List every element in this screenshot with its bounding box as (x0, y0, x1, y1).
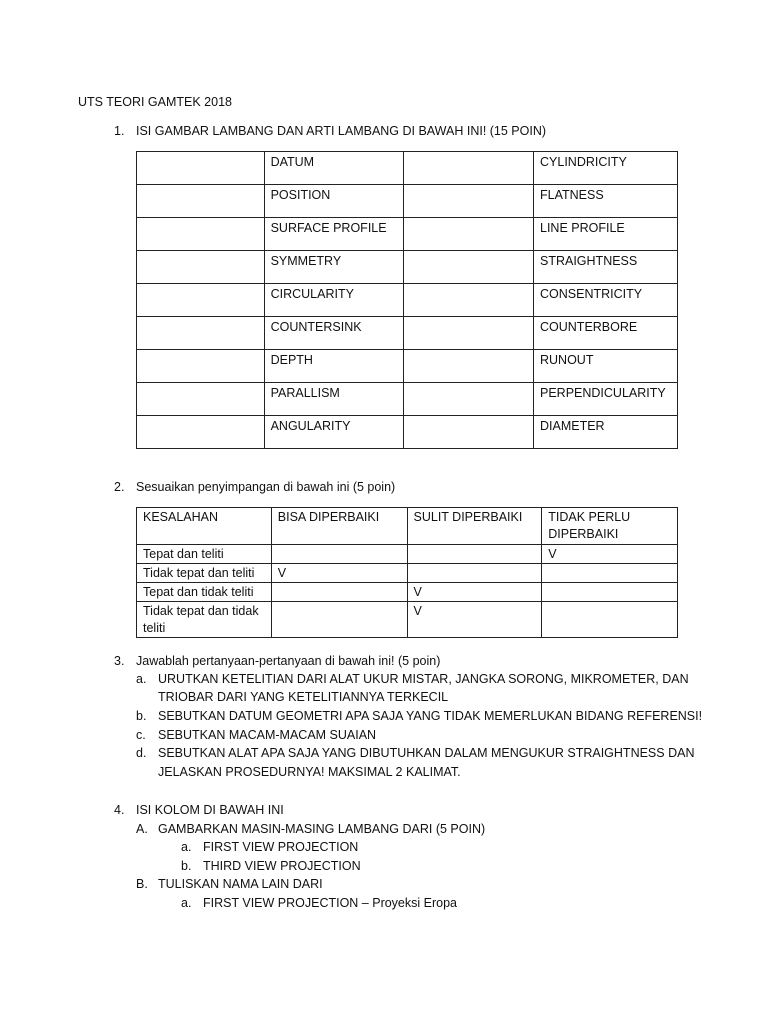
table-row (137, 545, 678, 564)
table-row (137, 152, 678, 185)
q3-item-a-text: URUTKAN KETELITIAN DARI ALAT UKUR MISTAR, JANGKA SORONG, MIKROMETER, DAN (158, 672, 689, 686)
term-cell: POSITION (264, 185, 404, 218)
symbol-cell (137, 317, 265, 350)
symbol-table (136, 151, 678, 449)
q3-item-a-label: a. (136, 672, 147, 686)
error-cell: Tepat dan tidak teliti (137, 583, 272, 602)
symbol-cell (404, 317, 534, 350)
term-cell: PARALLISM (264, 383, 404, 416)
table-row (137, 602, 678, 638)
symbol-cell (137, 152, 265, 185)
symbol-cell (404, 251, 534, 284)
symbol-cell (404, 185, 534, 218)
check-cell (542, 583, 678, 602)
document-title: UTS TEORI GAMTEK 2018 (78, 95, 232, 109)
check-cell: V (407, 583, 542, 602)
check-cell (407, 545, 542, 564)
q3-item-d-label: d. (136, 746, 147, 760)
term-cell: DEPTH (264, 350, 404, 383)
table-row (137, 185, 678, 218)
term-cell: DIAMETER (534, 416, 678, 449)
q4-a-item-b-text: THIRD VIEW PROJECTION (203, 859, 361, 873)
q4-section-b-label: B. (136, 877, 148, 891)
table-row (137, 350, 678, 383)
q4-a-item-a-label: a. (181, 840, 192, 854)
error-cell: Tidak tepat dan teliti (137, 564, 272, 583)
table-header-row (137, 508, 678, 545)
q2-number: 2. (114, 480, 125, 494)
check-cell: V (407, 602, 542, 638)
deviation-table (136, 507, 678, 638)
q4-b-item-a-text: FIRST VIEW PROJECTION – Proyeksi Eropa (203, 896, 457, 910)
check-cell (271, 545, 407, 564)
term-cell: CIRCULARITY (264, 284, 404, 317)
q4-section-a-label: A. (136, 822, 148, 836)
q3-item-a-text-cont: TRIOBAR DARI YANG KETELITIANNYA TERKECIL (158, 690, 449, 704)
check-cell (407, 564, 542, 583)
q2-text: Sesuaikan penyimpangan di bawah ini (5 poin) (136, 480, 396, 494)
column-header: SULIT DIPERBAIKI (407, 508, 542, 545)
symbol-cell (404, 416, 534, 449)
check-cell (542, 602, 678, 638)
term-cell: LINE PROFILE (534, 218, 678, 251)
q3-item-d-text-cont: JELASKAN PROSEDURNYA! MAKSIMAL 2 KALIMAT. (158, 765, 461, 779)
q4-section-b-text: TULISKAN NAMA LAIN DARI (158, 877, 323, 891)
q3-text: Jawablah pertanyaan-pertanyaan di bawah ini! (5 poin) (136, 654, 441, 668)
symbol-cell (137, 185, 265, 218)
term-cell: FLATNESS (534, 185, 678, 218)
q4-a-item-a-text: FIRST VIEW PROJECTION (203, 840, 359, 854)
symbol-cell (404, 152, 534, 185)
term-cell: CYLINDRICITY (534, 152, 678, 185)
check-cell (542, 564, 678, 583)
table-row (137, 383, 678, 416)
symbol-cell (137, 284, 265, 317)
table-row (137, 317, 678, 350)
check-cell: V (542, 545, 678, 564)
q4-section-a-text: GAMBARKAN MASIN-MASING LAMBANG DARI (5 POIN) (158, 822, 486, 836)
table-row (137, 583, 678, 602)
symbol-cell (137, 350, 265, 383)
symbol-cell (137, 251, 265, 284)
term-cell: COUNTERBORE (534, 317, 678, 350)
symbol-cell (137, 416, 265, 449)
term-cell: PERPENDICULARITY (534, 383, 678, 416)
check-cell (271, 602, 407, 638)
q3-item-c-text: SEBUTKAN MACAM-MACAM SUAIAN (158, 728, 377, 742)
symbol-cell (404, 284, 534, 317)
error-cell: Tepat dan teliti (137, 545, 272, 564)
q4-b-item-a-label: a. (181, 896, 192, 910)
term-cell: STRAIGHTNESS (534, 251, 678, 284)
table-row (137, 416, 678, 449)
column-header: BISA DIPERBAIKI (271, 508, 407, 545)
q4-text: ISI KOLOM DI BAWAH INI (136, 803, 284, 817)
symbol-cell (404, 350, 534, 383)
table-row (137, 284, 678, 317)
symbol-cell (137, 218, 265, 251)
q3-number: 3. (114, 654, 125, 668)
column-header: TIDAK PERLU DIPERBAIKI (542, 508, 678, 545)
symbol-cell (404, 383, 534, 416)
q1-number: 1. (114, 124, 125, 138)
term-cell: DATUM (264, 152, 404, 185)
term-cell: SYMMETRY (264, 251, 404, 284)
term-cell: RUNOUT (534, 350, 678, 383)
check-cell: V (271, 564, 407, 583)
symbol-cell (404, 218, 534, 251)
table-row (137, 218, 678, 251)
symbol-cell (137, 383, 265, 416)
q4-a-item-b-label: b. (181, 859, 192, 873)
q4-number: 4. (114, 803, 125, 817)
column-header: KESALAHAN (137, 508, 272, 545)
q3-item-b-label: b. (136, 709, 147, 723)
table-row (137, 564, 678, 583)
term-cell: SURFACE PROFILE (264, 218, 404, 251)
term-cell: CONSENTRICITY (534, 284, 678, 317)
term-cell: COUNTERSINK (264, 317, 404, 350)
q3-item-c-label: c. (136, 728, 146, 742)
check-cell (271, 583, 407, 602)
q1-text: ISI GAMBAR LAMBANG DAN ARTI LAMBANG DI BAWAH INI! (15 POIN) (136, 124, 547, 138)
q3-item-d-text: SEBUTKAN ALAT APA SAJA YANG DIBUTUHKAN DALAM MENGUKUR STRAIGHTNESS DAN (158, 746, 695, 760)
table-row (137, 251, 678, 284)
q3-item-b-text: SEBUTKAN DATUM GEOMETRI APA SAJA YANG TIDAK MEMERLUKAN BIDANG REFERENSI! (158, 709, 703, 723)
error-cell: Tidak tepat dan tidak teliti (137, 602, 272, 638)
term-cell: ANGULARITY (264, 416, 404, 449)
